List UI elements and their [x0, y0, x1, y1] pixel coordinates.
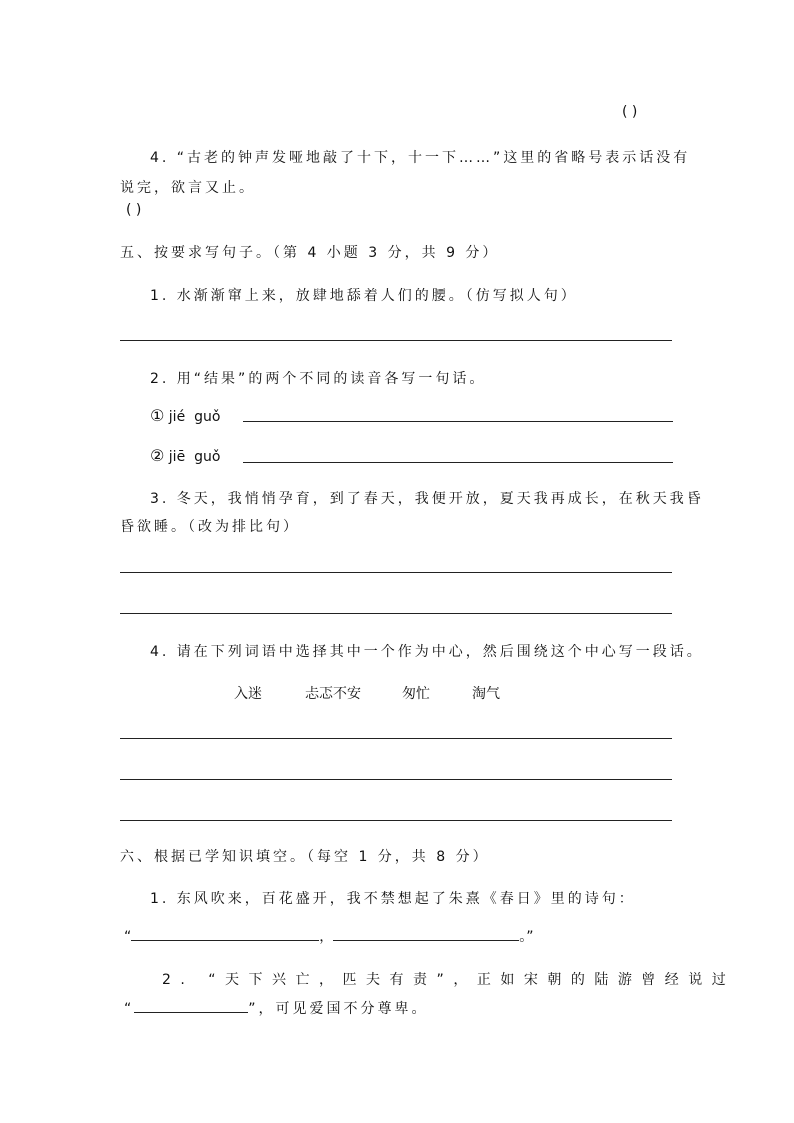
section-5-q1: 1. 水渐渐窜上来，放肆地舔着人们的腰。（仿写拟人句） [150, 288, 578, 304]
word-4: 淘气 [472, 686, 500, 702]
comma: ， [319, 929, 334, 945]
open-quote-2: “ [124, 1001, 135, 1017]
section-5-title: 五、按要求写句子。（第 4 小题 3 分，共 9 分） [120, 245, 500, 261]
answer-blank-s6-q1-1[interactable] [131, 928, 319, 941]
section-5-q3-line1: 3. 冬天，我悄悄孕育，到了春天，我便开放，夏天我再成长，在秋天我昏 [150, 491, 704, 507]
word-2: 忐忑不安 [305, 686, 361, 702]
answer-line-s5-q1[interactable] [120, 340, 672, 341]
answer-line-s5-q3-2[interactable] [120, 613, 672, 614]
circled-number-1: ① [150, 406, 165, 425]
answer-blank-s6-q2[interactable] [134, 1000, 248, 1013]
answer-line-s5-q2-1[interactable] [243, 421, 673, 422]
section-5-q3-line2: 昏欲睡。（改为排比句） [120, 519, 300, 535]
section-6-q2-line1: 2. “天下兴亡，匹夫有责”，正如宋朝的陆游曾经说过 [162, 972, 736, 988]
q2-after-text: ”，可见爱国不分尊卑。 [248, 1001, 429, 1017]
answer-line-s5-q4-1[interactable] [120, 738, 672, 739]
answer-paren-top[interactable]: ( ) [622, 104, 638, 120]
circled-number-2: ② [150, 446, 165, 465]
word-1: 入迷 [234, 686, 262, 702]
s6-q2-answer-row [124, 998, 429, 1018]
q2-option-2 [150, 446, 220, 465]
answer-paren-q4[interactable]: ( ) [126, 202, 142, 218]
section-5-q2: 2. 用“结果”的两个不同的读音各写一句话。 [150, 371, 487, 387]
section-6-q1: 1. 东风吹来，百花盛开，我不禁想起了朱熹《春日》里的诗句： [150, 891, 636, 907]
close-quote: 。” [519, 929, 534, 945]
question-4-line2: 说完，欲言又止。 [120, 180, 256, 196]
section-6-title: 六、根据已学知识填空。（每空 1 分，共 8 分） [120, 849, 490, 865]
pinyin-jie-guo-2: jiē guǒ [168, 449, 221, 465]
answer-line-s5-q4-2[interactable] [120, 779, 672, 780]
section-5-q4: 4. 请在下列词语中选择其中一个作为中心，然后围绕这个中心写一段话。 [150, 644, 704, 660]
answer-blank-s6-q1-2[interactable] [333, 928, 519, 941]
pinyin-jie-guo: jié guǒ [168, 409, 221, 425]
q2-option-1 [150, 406, 220, 425]
question-4-line1: 4. “古老的钟声发哑地敲了十下，十一下……”这里的省略号表示话没有 [150, 150, 691, 166]
answer-line-s5-q3-1[interactable] [120, 572, 672, 573]
word-3: 匆忙 [402, 686, 430, 702]
open-quote: “ [124, 929, 132, 945]
s6-q1-answer-row [124, 926, 534, 946]
answer-line-s5-q4-3[interactable] [120, 820, 672, 821]
answer-line-s5-q2-2[interactable] [243, 462, 673, 463]
